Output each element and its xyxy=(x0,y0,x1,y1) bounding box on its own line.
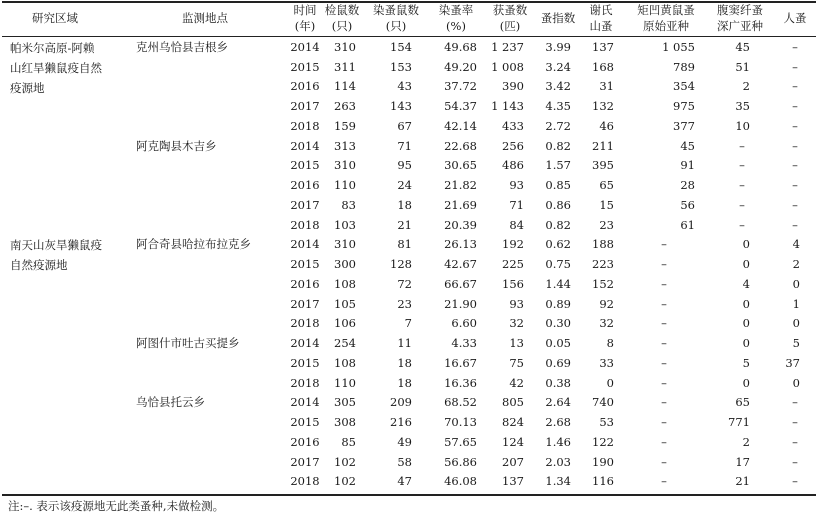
cell-year: 2014 xyxy=(290,138,320,153)
header-human-line1: 人蚤 xyxy=(783,11,807,25)
region-name-line: 南天山灰旱獭鼠疫 xyxy=(10,238,102,253)
cell-rodents: 102 xyxy=(334,454,356,469)
cell-rate: 4.33 xyxy=(451,336,477,351)
header-site: 监测地点 xyxy=(182,11,228,25)
cell-index: 0.85 xyxy=(545,178,571,193)
cell-infested: 143 xyxy=(390,99,412,114)
cell-jubei: – xyxy=(661,434,667,449)
cell-rate: 21.90 xyxy=(444,296,477,311)
bottom-rule xyxy=(2,494,816,496)
cell-human: – xyxy=(792,395,798,410)
header-fleas-line2: (匹) xyxy=(499,19,521,33)
cell-xieshi: 223 xyxy=(592,257,614,272)
cell-rate: 16.67 xyxy=(444,355,477,370)
cell-fleas: 256 xyxy=(502,138,524,153)
cell-jubei: – xyxy=(661,375,667,390)
site-name: 阿合奇县哈拉布拉克乡 xyxy=(136,237,251,252)
cell-fleas: 93 xyxy=(509,178,524,193)
region-name-line: 帕米尔高原-阿赖 xyxy=(10,41,95,55)
cell-rodents: 305 xyxy=(334,395,356,410)
cell-fleas: 93 xyxy=(509,296,524,311)
site-name: 克州乌恰县吉根乡 xyxy=(136,40,228,54)
cell-year: 2014 xyxy=(290,336,320,351)
cell-fudou: 21 xyxy=(735,474,750,489)
cell-year: 2017 xyxy=(290,197,320,212)
cell-fleas: 156 xyxy=(502,276,524,291)
cell-xieshi: 122 xyxy=(592,434,614,449)
cell-year: 2017 xyxy=(290,99,320,114)
cell-year: 2015 xyxy=(290,257,320,272)
cell-fleas: 13 xyxy=(509,336,524,351)
cell-rodents: 310 xyxy=(334,158,356,173)
cell-jubei: – xyxy=(661,355,667,370)
cell-year: 2014 xyxy=(290,395,320,410)
cell-rate: 57.65 xyxy=(444,434,477,449)
cell-index: 0.82 xyxy=(545,217,571,232)
cell-fudou: 0 xyxy=(742,237,750,252)
header-region: 研究区域 xyxy=(32,11,78,25)
cell-rate: 21.69 xyxy=(444,197,477,212)
cell-rate: 22.68 xyxy=(444,138,477,153)
cell-rodents: 311 xyxy=(334,59,356,74)
cell-fudou: 10 xyxy=(735,118,750,133)
cell-jubei: 56 xyxy=(680,197,695,212)
cell-jubei: – xyxy=(661,454,667,469)
cell-xieshi: 137 xyxy=(592,40,614,54)
cell-fudou: 0 xyxy=(742,316,750,331)
cell-fleas: 390 xyxy=(502,79,524,94)
cell-rodents: 254 xyxy=(334,336,356,351)
cell-rodents: 110 xyxy=(334,178,356,193)
cell-jubei: 91 xyxy=(680,158,695,173)
cell-human: 0 xyxy=(792,276,800,291)
cell-fudou: 771 xyxy=(728,415,750,430)
header-year-line2: (年) xyxy=(294,19,316,33)
site-name: 阿图什市吐古买提乡 xyxy=(136,336,240,351)
region-name-line: 疫源地 xyxy=(10,81,45,95)
cell-xieshi: 116 xyxy=(592,474,614,489)
cell-fudou: 17 xyxy=(735,454,750,469)
cell-rate: 70.13 xyxy=(444,415,477,430)
cell-year: 2016 xyxy=(290,276,320,291)
cell-xieshi: 188 xyxy=(592,237,614,252)
cell-year: 2014 xyxy=(290,40,320,54)
cell-human: – xyxy=(792,79,798,94)
cell-rodents: 300 xyxy=(334,257,356,272)
cell-index: 0.75 xyxy=(545,257,571,272)
cell-year: 2018 xyxy=(290,474,320,489)
cell-infested: 154 xyxy=(390,40,412,54)
cell-infested: 216 xyxy=(390,415,412,430)
cell-rodents: 105 xyxy=(334,296,356,311)
cell-fudou: 0 xyxy=(742,375,750,390)
cell-human: – xyxy=(792,197,798,212)
header-rodents-line2: (只) xyxy=(331,19,353,33)
cell-index: 0.38 xyxy=(545,375,571,390)
cell-infested: 43 xyxy=(397,79,412,94)
cell-rodents: 313 xyxy=(334,138,356,153)
cell-rodents: 106 xyxy=(334,316,356,331)
cell-year: 2014 xyxy=(290,237,320,252)
cell-jubei: – xyxy=(661,474,667,489)
cell-infested: 67 xyxy=(397,118,412,133)
cell-fleas: 32 xyxy=(509,316,524,331)
cell-xieshi: 152 xyxy=(592,276,614,291)
header-rate-line2: (%) xyxy=(446,19,466,33)
cell-human: – xyxy=(792,217,798,232)
cell-human: – xyxy=(792,138,798,153)
cell-fleas: 192 xyxy=(502,237,524,252)
cell-xieshi: 23 xyxy=(599,217,614,232)
cell-xieshi: 46 xyxy=(599,118,614,133)
cell-fleas: 137 xyxy=(502,474,524,489)
cell-index: 2.03 xyxy=(545,454,571,469)
cell-xieshi: 740 xyxy=(592,395,614,410)
cell-jubei: – xyxy=(661,395,667,410)
cell-index: 1.57 xyxy=(545,158,571,173)
site-name: 阿克陶县木吉乡 xyxy=(136,138,217,153)
cell-xieshi: 33 xyxy=(599,355,614,370)
cell-jubei: 377 xyxy=(673,118,695,133)
header-xieshi-line2: 山蚤 xyxy=(589,19,613,33)
cell-fudou: 2 xyxy=(742,434,750,449)
cell-infested: 95 xyxy=(397,158,412,173)
cell-infested: 72 xyxy=(397,276,412,291)
cell-fudou: – xyxy=(739,178,745,193)
cell-rodents: 108 xyxy=(334,276,356,291)
cell-year: 2015 xyxy=(290,158,320,173)
cell-rate: 6.60 xyxy=(451,316,477,331)
cell-rodents: 308 xyxy=(334,415,356,430)
cell-fleas: 84 xyxy=(509,217,524,232)
cell-jubei: – xyxy=(661,257,667,272)
cell-xieshi: 190 xyxy=(592,454,614,469)
cell-fudou: 4 xyxy=(742,276,750,291)
cell-human: 4 xyxy=(792,237,800,252)
cell-rodents: 110 xyxy=(334,375,356,390)
cell-rate: 68.52 xyxy=(444,395,477,410)
cell-year: 2016 xyxy=(290,79,320,94)
cell-xieshi: 65 xyxy=(599,178,614,193)
cell-infested: 47 xyxy=(397,474,412,489)
cell-fudou: – xyxy=(739,158,745,173)
cell-fudou: 65 xyxy=(735,395,750,410)
cell-fudou: 51 xyxy=(735,59,750,74)
cell-rate: 56.86 xyxy=(444,454,477,469)
cell-index: 1.46 xyxy=(545,434,571,449)
cell-index: 0.82 xyxy=(545,138,571,153)
cell-rodents: 310 xyxy=(334,40,356,54)
cell-fleas: 124 xyxy=(502,434,524,449)
cell-rate: 37.72 xyxy=(444,79,477,94)
cell-rate: 42.67 xyxy=(444,257,477,272)
cell-rate: 16.36 xyxy=(444,375,477,390)
site-name: 乌恰县托云乡 xyxy=(136,395,205,410)
cell-fudou: 0 xyxy=(742,336,750,351)
cell-rate: 30.65 xyxy=(444,158,477,173)
cell-infested: 58 xyxy=(397,454,412,469)
cell-human: – xyxy=(792,40,798,54)
cell-xieshi: 92 xyxy=(599,296,614,311)
cell-xieshi: 0 xyxy=(606,375,614,390)
cell-jubei: – xyxy=(661,237,667,252)
cell-index: 0.05 xyxy=(545,336,571,351)
cell-rate: 49.68 xyxy=(444,40,477,54)
table-note: 注:–. 表示该疫源地无此类蚤种,未做检测。 xyxy=(8,499,225,513)
cell-jubei: – xyxy=(661,336,667,351)
cell-infested: 18 xyxy=(397,375,412,390)
header-infested-line2: (只) xyxy=(385,19,407,33)
cell-fudou: – xyxy=(739,197,745,212)
cell-index: 0.89 xyxy=(545,296,571,311)
cell-infested: 128 xyxy=(390,257,412,272)
cell-rate: 26.13 xyxy=(444,237,477,252)
cell-index: 1.34 xyxy=(545,474,571,489)
cell-human: – xyxy=(792,59,798,74)
cell-xieshi: 395 xyxy=(592,158,614,173)
cell-index: 0.62 xyxy=(545,237,571,252)
cell-year: 2018 xyxy=(290,217,320,232)
region-name-line: 山红旱獭鼠疫自然 xyxy=(10,61,102,75)
header-year-line1: 时间 xyxy=(293,3,317,17)
cell-fleas: 805 xyxy=(502,395,524,410)
header-jubei-line2: 原始亚种 xyxy=(643,19,689,33)
cell-fudou: 0 xyxy=(742,257,750,272)
cell-fudou: – xyxy=(739,138,745,153)
cell-fleas: 207 xyxy=(502,454,524,469)
cell-rodents: 103 xyxy=(334,217,356,232)
cell-fleas: 75 xyxy=(509,355,524,370)
cell-rate: 21.82 xyxy=(444,178,477,193)
cell-fudou: 0 xyxy=(742,296,750,311)
header-fleas-line1: 获蚤数 xyxy=(492,3,528,17)
cell-jubei: 45 xyxy=(680,138,695,153)
cell-rodents: 263 xyxy=(334,99,356,114)
cell-index: 3.99 xyxy=(545,40,571,54)
cell-fleas: 225 xyxy=(502,257,524,272)
cell-human: – xyxy=(792,434,798,449)
header-infested-line1: 染蚤鼠数 xyxy=(373,3,419,17)
cell-rodents: 310 xyxy=(334,237,356,252)
cell-jubei: 1 055 xyxy=(662,40,695,54)
cell-xieshi: 15 xyxy=(599,197,614,212)
cell-xieshi: 53 xyxy=(599,415,614,430)
header-xieshi-line1: 谢氏 xyxy=(589,3,613,17)
cell-xieshi: 211 xyxy=(592,138,614,153)
cell-infested: 18 xyxy=(397,197,412,212)
cell-human: – xyxy=(792,158,798,173)
cell-rate: 20.39 xyxy=(444,217,477,232)
cell-year: 2016 xyxy=(290,178,320,193)
cell-jubei: – xyxy=(661,296,667,311)
cell-year: 2018 xyxy=(290,118,320,133)
cell-human: 0 xyxy=(792,316,800,331)
cell-fudou: – xyxy=(739,217,745,232)
cell-infested: 18 xyxy=(397,355,412,370)
cell-fudou: 2 xyxy=(742,79,750,94)
cell-human: – xyxy=(792,118,798,133)
cell-index: 2.68 xyxy=(545,415,571,430)
cell-rodents: 108 xyxy=(334,355,356,370)
cell-human: 1 xyxy=(792,296,800,311)
cell-fleas: 824 xyxy=(502,415,524,430)
cell-index: 3.24 xyxy=(545,59,571,74)
cell-human: 5 xyxy=(792,336,800,351)
cell-infested: 21 xyxy=(397,217,412,232)
cell-xieshi: 8 xyxy=(606,336,614,351)
cell-rate: 46.08 xyxy=(444,474,477,489)
cell-human: 37 xyxy=(785,355,800,370)
cell-index: 2.72 xyxy=(545,118,571,133)
cell-xieshi: 168 xyxy=(592,59,614,74)
cell-rate: 42.14 xyxy=(444,118,477,133)
header-index-line1: 蚤指数 xyxy=(540,11,576,25)
cell-fleas: 1 008 xyxy=(491,59,524,74)
cell-index: 0.86 xyxy=(545,197,571,212)
cell-human: – xyxy=(792,454,798,469)
cell-infested: 153 xyxy=(390,59,412,74)
cell-human: – xyxy=(792,415,798,430)
cell-year: 2015 xyxy=(290,59,320,74)
cell-infested: 81 xyxy=(397,237,412,252)
cell-rodents: 83 xyxy=(341,197,356,212)
cell-human: 0 xyxy=(792,375,800,390)
cell-index: 2.64 xyxy=(545,395,571,410)
cell-jubei: 975 xyxy=(673,99,695,114)
cell-rodents: 159 xyxy=(334,118,356,133)
cell-year: 2015 xyxy=(290,355,320,370)
region-name-line: 自然疫源地 xyxy=(10,258,68,273)
cell-fleas: 42 xyxy=(509,375,524,390)
cell-rodents: 102 xyxy=(334,474,356,489)
cell-jubei: 28 xyxy=(680,178,695,193)
cell-infested: 23 xyxy=(397,296,412,311)
cell-fleas: 433 xyxy=(502,118,524,133)
header-fudou-line2: 深广亚种 xyxy=(717,19,763,33)
cell-infested: 24 xyxy=(397,178,412,193)
cell-index: 3.42 xyxy=(545,79,571,94)
header-rule xyxy=(2,36,816,37)
cell-infested: 209 xyxy=(390,395,412,410)
cell-year: 2018 xyxy=(290,375,320,390)
cell-infested: 71 xyxy=(397,138,412,153)
cell-human: – xyxy=(792,99,798,114)
cell-human: 2 xyxy=(792,257,800,272)
cell-human: – xyxy=(792,178,798,193)
cell-index: 1.44 xyxy=(545,276,571,291)
cell-fleas: 1 237 xyxy=(491,40,524,54)
cell-rodents: 85 xyxy=(341,434,356,449)
cell-year: 2017 xyxy=(290,454,320,469)
cell-fudou: 5 xyxy=(742,355,750,370)
cell-infested: 7 xyxy=(404,316,412,331)
cell-year: 2018 xyxy=(290,316,320,331)
header-rate-line1: 染蚤率 xyxy=(438,3,474,17)
cell-index: 0.30 xyxy=(545,316,571,331)
cell-infested: 11 xyxy=(397,336,412,351)
cell-year: 2016 xyxy=(290,434,320,449)
cell-jubei: 61 xyxy=(680,217,695,232)
header-jubei-line1: 矩凹黄鼠蚤 xyxy=(637,3,695,17)
cell-index: 4.35 xyxy=(545,99,571,114)
cell-jubei: – xyxy=(661,415,667,430)
cell-jubei: – xyxy=(661,276,667,291)
cell-jubei: 354 xyxy=(673,79,695,94)
cell-year: 2015 xyxy=(290,415,320,430)
header-rodents-line1: 检鼠数 xyxy=(324,3,360,17)
cell-rodents: 114 xyxy=(334,79,356,94)
header-fudou-line1: 腹窦纤蚤 xyxy=(717,3,763,17)
cell-fleas: 486 xyxy=(502,158,524,173)
cell-infested: 49 xyxy=(397,434,412,449)
cell-rate: 54.37 xyxy=(444,99,477,114)
cell-rate: 66.67 xyxy=(444,276,477,291)
cell-year: 2017 xyxy=(290,296,320,311)
cell-xieshi: 32 xyxy=(599,316,614,331)
cell-jubei: 789 xyxy=(673,59,695,74)
cell-rate: 49.20 xyxy=(444,59,477,74)
cell-xieshi: 31 xyxy=(599,79,614,94)
cell-fleas: 1 143 xyxy=(491,99,524,114)
cell-fudou: 45 xyxy=(735,40,750,54)
cell-fleas: 71 xyxy=(509,197,524,212)
cell-fudou: 35 xyxy=(735,99,750,114)
cell-human: – xyxy=(792,474,798,489)
cell-index: 0.69 xyxy=(545,355,571,370)
cell-jubei: – xyxy=(661,316,667,331)
cell-xieshi: 132 xyxy=(592,99,614,114)
